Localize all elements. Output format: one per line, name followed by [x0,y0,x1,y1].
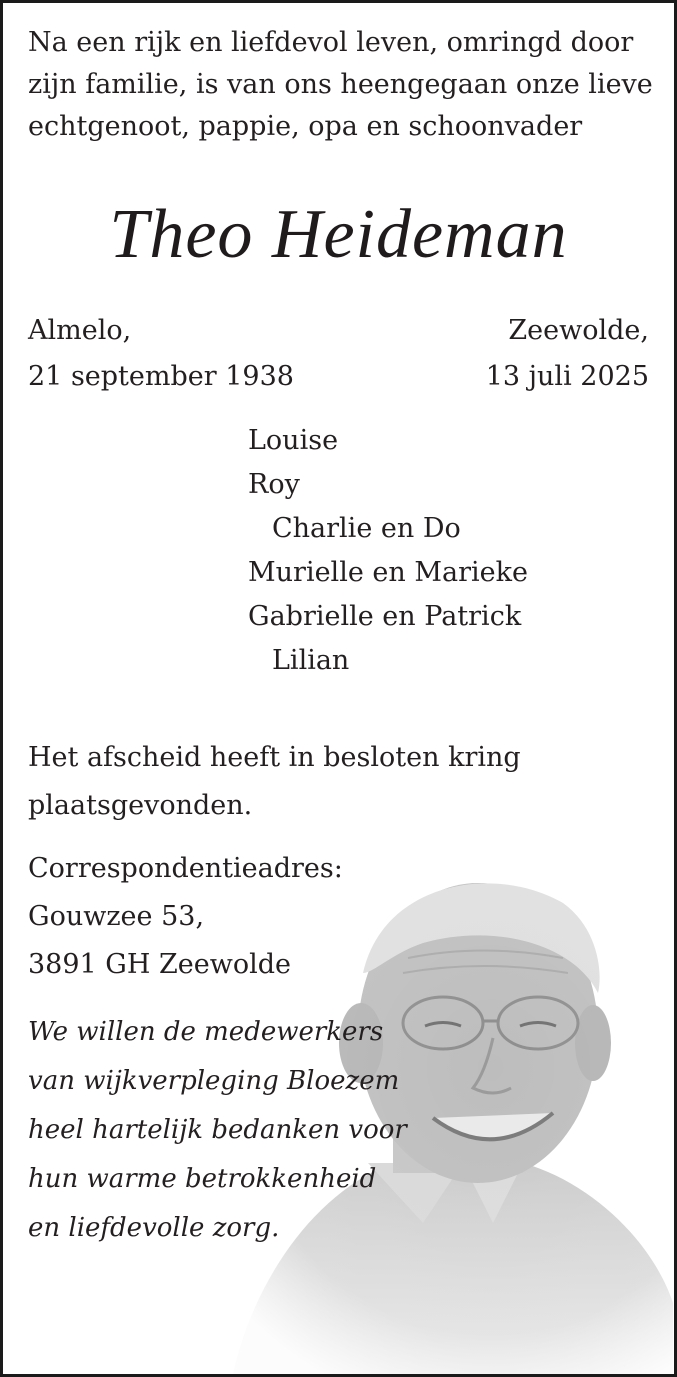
deceased-name: Theo Heideman [109,196,568,273]
thanks-message [28,1019,407,1264]
thanks-line: van wijkverpleging Bloezem [28,1066,400,1096]
farewell-text [28,744,521,840]
family-member: Lilian [272,645,350,676]
farewell-line: Het afscheid heeft in besloten kring [28,742,521,773]
death-place: Zeewolde, [508,315,649,346]
address-line: Correspondentieadres: [28,853,343,884]
thanks-line: heel hartelijk bedanken voor [28,1115,407,1145]
address-line: Gouwzee 53, [28,901,205,932]
family-member: Murielle en Marieke [248,557,528,588]
family-member: Louise [248,425,339,456]
intro-line: Na een rijk en liefdevol leven, omringd door [28,27,634,58]
thanks-line: hun warme betrokkenheid [28,1164,377,1194]
family-member: Roy [248,469,300,500]
family-member: Gabrielle en Patrick [248,601,522,632]
birth-date: 21 september 1938 [28,361,294,392]
intro-line: echtgenoot, pappie, opa en schoonvader [28,111,583,142]
address-line: 3891 GH Zeewolde [28,949,291,980]
farewell-line: plaatsgevonden. [28,790,253,821]
intro-line: zijn familie, is van ons heengegaan onze lieve [28,69,653,100]
thanks-line: We willen de medewerkers [28,1017,384,1047]
thanks-line: en liefdevolle zorg. [28,1213,280,1243]
birth-place: Almelo, [28,315,132,346]
correspondence-address [28,855,343,999]
death-date: 13 juli 2025 [485,361,649,392]
family-list [248,427,528,691]
family-member: Charlie en Do [272,513,461,544]
intro-text [28,29,653,155]
